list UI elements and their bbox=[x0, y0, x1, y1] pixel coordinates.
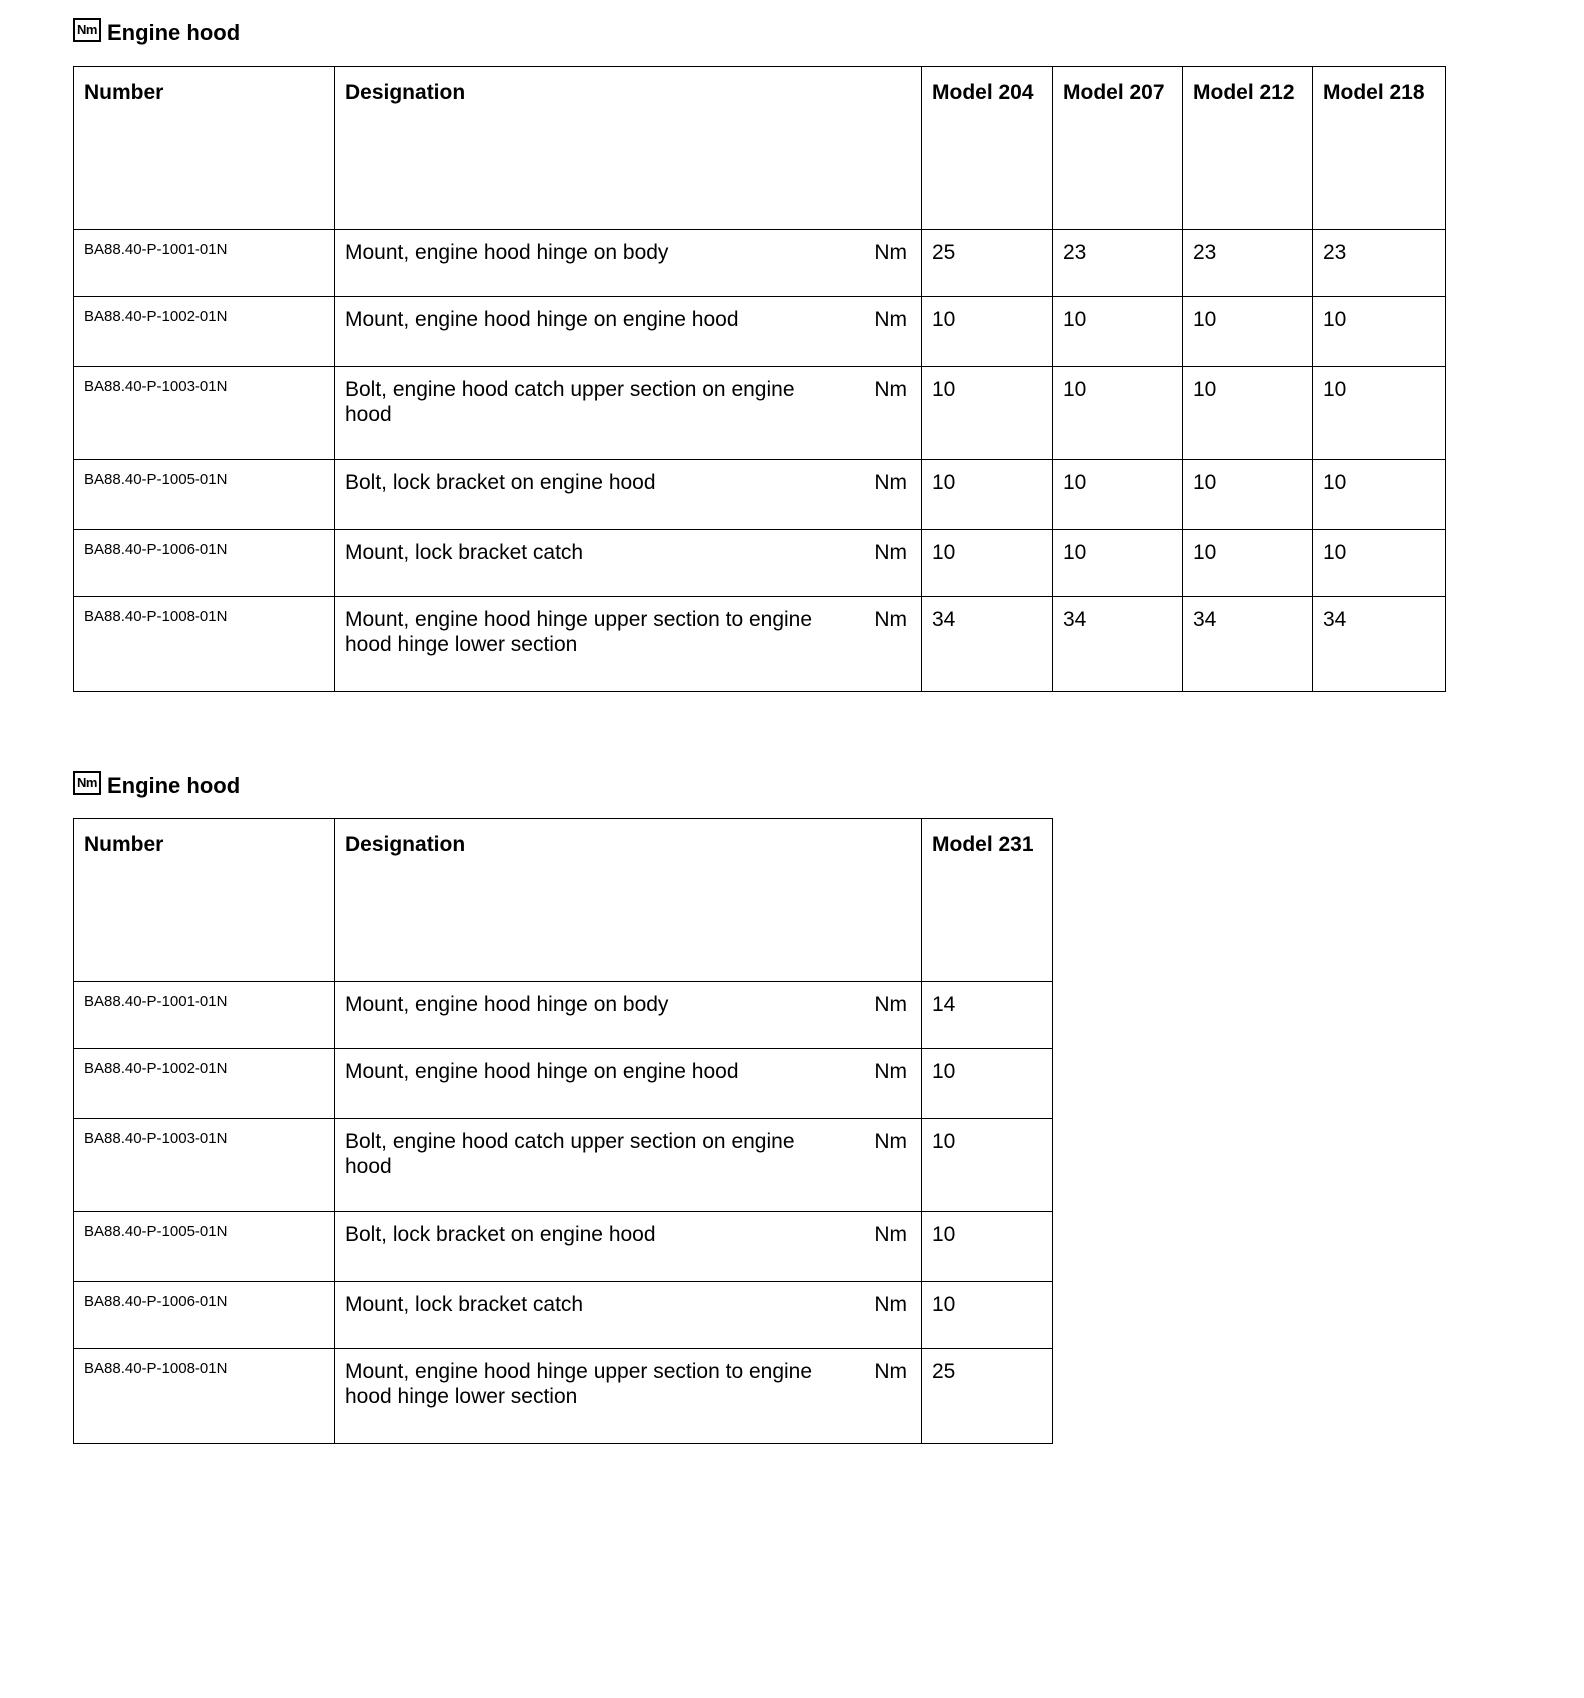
designation-text: Mount, engine hood hinge upper section to engine hood hinge lower section bbox=[345, 1360, 813, 1408]
torque-nm-icon: Nm bbox=[73, 18, 101, 42]
unit-label: Nm bbox=[874, 1130, 907, 1153]
value-model-204: 10 bbox=[922, 530, 1053, 597]
row-designation bbox=[335, 1212, 922, 1282]
row-number: BA88.40-P-1005-01N bbox=[74, 460, 335, 530]
unit-label: Nm bbox=[874, 378, 907, 401]
header-number: Number bbox=[74, 67, 335, 230]
value-model-218: 10 bbox=[1313, 530, 1446, 597]
header-model-207: Model 207 bbox=[1053, 67, 1183, 230]
row-designation bbox=[335, 530, 922, 597]
row-number: BA88.40-P-1005-01N bbox=[74, 1212, 335, 1282]
header-model-204: Model 204 bbox=[922, 67, 1053, 230]
row-designation bbox=[335, 1282, 922, 1349]
section-heading bbox=[73, 771, 1053, 801]
unit-label: Nm bbox=[874, 241, 907, 264]
value-model-231: 10 bbox=[922, 1282, 1053, 1349]
value-model-207: 34 bbox=[1053, 597, 1183, 692]
torque-nm-icon: Nm bbox=[73, 771, 101, 795]
designation-text: Bolt, lock bracket on engine hood bbox=[345, 471, 656, 494]
value-model-204: 10 bbox=[922, 460, 1053, 530]
header-model-212: Model 212 bbox=[1183, 67, 1313, 230]
unit-label: Nm bbox=[874, 608, 907, 631]
row-number: BA88.40-P-1002-01N bbox=[74, 297, 335, 367]
designation-text: Bolt, lock bracket on engine hood bbox=[345, 1223, 656, 1246]
designation-text: Mount, engine hood hinge on body bbox=[345, 993, 669, 1016]
torque-section-1 bbox=[73, 18, 1446, 692]
value-model-231: 10 bbox=[922, 1119, 1053, 1212]
row-number: BA88.40-P-1001-01N bbox=[74, 982, 335, 1049]
header-designation: Designation bbox=[335, 819, 922, 982]
row-number: BA88.40-P-1003-01N bbox=[74, 367, 335, 460]
table-row bbox=[74, 530, 1446, 597]
table-row bbox=[74, 1349, 1053, 1444]
value-model-212: 10 bbox=[1183, 297, 1313, 367]
designation-text: Mount, engine hood hinge on body bbox=[345, 241, 669, 264]
table-row bbox=[74, 367, 1446, 460]
table-row bbox=[74, 460, 1446, 530]
table-header-row bbox=[74, 67, 1446, 230]
value-model-212: 34 bbox=[1183, 597, 1313, 692]
table-row bbox=[74, 1119, 1053, 1212]
row-designation bbox=[335, 460, 922, 530]
value-model-218: 10 bbox=[1313, 367, 1446, 460]
value-model-218: 10 bbox=[1313, 297, 1446, 367]
value-model-207: 23 bbox=[1053, 230, 1183, 297]
row-number: BA88.40-P-1006-01N bbox=[74, 1282, 335, 1349]
row-number: BA88.40-P-1006-01N bbox=[74, 530, 335, 597]
designation-text: Mount, engine hood hinge upper section to engine hood hinge lower section bbox=[345, 608, 813, 656]
unit-label: Nm bbox=[874, 1293, 907, 1316]
unit-label: Nm bbox=[874, 541, 907, 564]
row-designation bbox=[335, 1049, 922, 1119]
value-model-218: 23 bbox=[1313, 230, 1446, 297]
value-model-231: 25 bbox=[922, 1349, 1053, 1444]
table-row bbox=[74, 1282, 1053, 1349]
value-model-207: 10 bbox=[1053, 367, 1183, 460]
row-designation bbox=[335, 1349, 922, 1444]
table-header-row bbox=[74, 819, 1053, 982]
value-model-212: 10 bbox=[1183, 460, 1313, 530]
value-model-207: 10 bbox=[1053, 297, 1183, 367]
table-row bbox=[74, 982, 1053, 1049]
row-number: BA88.40-P-1003-01N bbox=[74, 1119, 335, 1212]
section-heading bbox=[73, 18, 1446, 48]
value-model-212: 23 bbox=[1183, 230, 1313, 297]
unit-label: Nm bbox=[874, 308, 907, 331]
header-number: Number bbox=[74, 819, 335, 982]
row-designation bbox=[335, 982, 922, 1049]
designation-text: Bolt, engine hood catch upper section on engine hood bbox=[345, 1130, 795, 1178]
section-title: Engine hood bbox=[106, 20, 241, 45]
unit-label: Nm bbox=[874, 471, 907, 494]
value-model-207: 10 bbox=[1053, 530, 1183, 597]
value-model-204: 25 bbox=[922, 230, 1053, 297]
designation-text: Mount, engine hood hinge on engine hood bbox=[345, 308, 739, 331]
row-number: BA88.40-P-1008-01N bbox=[74, 597, 335, 692]
table-row bbox=[74, 597, 1446, 692]
table-row bbox=[74, 297, 1446, 367]
table-row bbox=[74, 1049, 1053, 1119]
row-designation bbox=[335, 597, 922, 692]
row-designation bbox=[335, 367, 922, 460]
value-model-204: 10 bbox=[922, 367, 1053, 460]
torque-section-2 bbox=[73, 771, 1053, 1444]
designation-text: Bolt, engine hood catch upper section on engine hood bbox=[345, 378, 795, 426]
designation-text: Mount, engine hood hinge on engine hood bbox=[345, 1060, 739, 1083]
row-number: BA88.40-P-1002-01N bbox=[74, 1049, 335, 1119]
row-number: BA88.40-P-1001-01N bbox=[74, 230, 335, 297]
row-number: BA88.40-P-1008-01N bbox=[74, 1349, 335, 1444]
value-model-231: 14 bbox=[922, 982, 1053, 1049]
row-designation bbox=[335, 1119, 922, 1212]
designation-text: Mount, lock bracket catch bbox=[345, 541, 584, 564]
value-model-212: 10 bbox=[1183, 530, 1313, 597]
value-model-218: 34 bbox=[1313, 597, 1446, 692]
unit-label: Nm bbox=[874, 1360, 907, 1383]
unit-label: Nm bbox=[874, 1060, 907, 1083]
value-model-231: 10 bbox=[922, 1049, 1053, 1119]
header-model-218: Model 218 bbox=[1313, 67, 1446, 230]
value-model-204: 34 bbox=[922, 597, 1053, 692]
header-model-231: Model 231 bbox=[922, 819, 1053, 982]
value-model-218: 10 bbox=[1313, 460, 1446, 530]
unit-label: Nm bbox=[874, 1223, 907, 1246]
value-model-207: 10 bbox=[1053, 460, 1183, 530]
table-row bbox=[74, 1212, 1053, 1282]
value-model-204: 10 bbox=[922, 297, 1053, 367]
row-designation bbox=[335, 297, 922, 367]
value-model-231: 10 bbox=[922, 1212, 1053, 1282]
unit-label: Nm bbox=[874, 993, 907, 1016]
table-row bbox=[74, 230, 1446, 297]
torque-table-2 bbox=[73, 818, 1053, 1444]
section-title: Engine hood bbox=[106, 773, 241, 798]
designation-text: Mount, lock bracket catch bbox=[345, 1293, 584, 1316]
row-designation bbox=[335, 230, 922, 297]
value-model-212: 10 bbox=[1183, 367, 1313, 460]
torque-table-1 bbox=[73, 66, 1446, 692]
header-designation: Designation bbox=[335, 67, 922, 230]
